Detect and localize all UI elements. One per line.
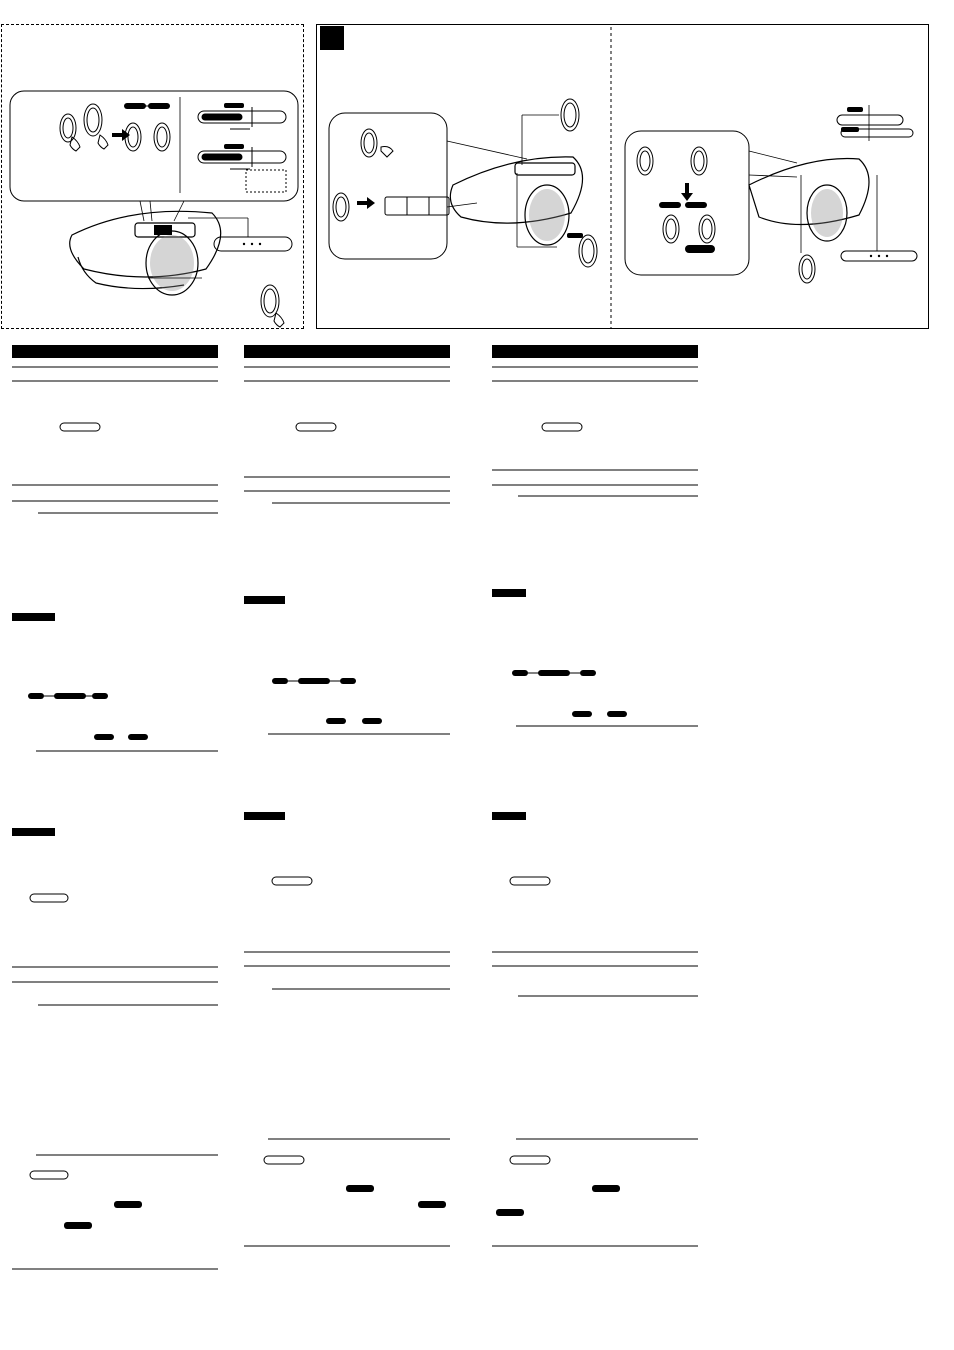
slider-switch-icon [198, 107, 286, 192]
boombox-illustration-right [317, 25, 930, 330]
button-press-icon [60, 104, 170, 151]
instruction-column-3 [492, 345, 698, 1275]
column-3-rules [492, 345, 698, 1275]
speaker-grille [150, 235, 194, 291]
instruction-column-1 [12, 345, 218, 1275]
boombox-body [70, 211, 221, 295]
panel-label-badge [320, 26, 344, 50]
column-1-rules [12, 345, 218, 1275]
illustration-panel-right [316, 24, 929, 329]
column-2-rules [244, 345, 450, 1275]
illustration-panel-left [1, 24, 304, 329]
instruction-column-2 [244, 345, 450, 1275]
boombox-illustration-left [2, 25, 305, 330]
